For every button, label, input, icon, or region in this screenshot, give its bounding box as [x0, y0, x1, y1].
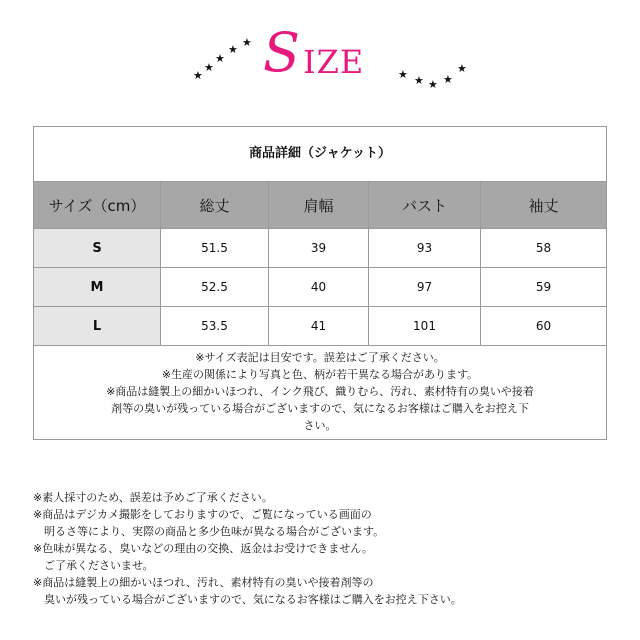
- star-icon: ★: [457, 62, 467, 75]
- table-cell: 93: [369, 229, 481, 268]
- star-icon: ★: [193, 69, 203, 82]
- table-cell: 59: [481, 268, 606, 307]
- disclaimer-line: ご了承くださいませ。: [33, 559, 154, 572]
- star-icon: ★: [414, 74, 424, 87]
- table-cell: 101: [369, 307, 481, 346]
- column-header-bust: バスト: [369, 182, 481, 229]
- note-line: ※生産の関係により写真と色、柄が若干異なる場合があります。: [161, 368, 479, 381]
- table-cell: 41: [269, 307, 369, 346]
- star-icon: ★: [204, 61, 214, 74]
- table-cell: 51.5: [161, 229, 269, 268]
- star-icon: ★: [443, 73, 453, 86]
- disclaimer-line: 臭いが残っている場合がございますので、気になるお客様はご購入をお控え下さい。: [33, 593, 462, 606]
- table-row: [34, 229, 606, 268]
- star-icon: ★: [428, 78, 438, 91]
- disclaimer-line: 明るさ等により、実際の商品と多少色味が異なる場合がございます。: [33, 525, 385, 538]
- table-cell: 39: [269, 229, 369, 268]
- size-label: M: [34, 268, 161, 307]
- table-cell: 52.5: [161, 268, 269, 307]
- note-line: さい。: [303, 419, 337, 432]
- disclaimer-line: ※素人採寸のため、誤差は予めご了承ください。: [33, 491, 273, 504]
- disclaimer-line: ※色味が異なる、臭いなどの理由の交換、返金はお受けできません。: [33, 542, 373, 555]
- note-line: 剤等の臭いが残っている場合がございますので、気になるお客様はご購入をお控え下: [111, 402, 529, 415]
- size-label: S: [34, 229, 161, 268]
- table-caption: 商品詳細（ジャケット）: [34, 127, 606, 182]
- size-label: L: [34, 307, 161, 346]
- table-row: [34, 307, 606, 346]
- table-row: [34, 268, 606, 307]
- note-line: ※サイズ表記は目安です。誤差はご了承ください。: [195, 351, 445, 364]
- note-line: ※商品は縫製上の細かいほつれ、インク飛び、織りむら、汚れ、素材特有の臭いや接着: [106, 385, 534, 398]
- size-title-rest: IZE: [303, 43, 365, 81]
- star-icon: ★: [215, 52, 225, 65]
- star-icon: ★: [228, 43, 238, 56]
- star-icon: ★: [242, 36, 252, 49]
- column-header-shoulder: 肩幅: [269, 182, 369, 229]
- table-cell: 60: [481, 307, 606, 346]
- star-icon: ★: [398, 68, 408, 81]
- disclaimer-line: ※商品はデジカメ撮影をしておりますので、ご覧になっている画面の: [33, 508, 372, 521]
- column-header-sleeve: 袖丈: [481, 182, 606, 229]
- table-cell: 40: [269, 268, 369, 307]
- size-table: [33, 126, 607, 440]
- table-cell: 58: [481, 229, 606, 268]
- column-header-length: 総丈: [161, 182, 269, 229]
- size-header: [0, 22, 640, 92]
- column-header-size: サイズ（cm）: [34, 182, 161, 229]
- table-cell: 97: [369, 268, 481, 307]
- size-title-initial: S: [263, 21, 300, 84]
- disclaimer-notes: [33, 489, 613, 608]
- table-header-row: [34, 182, 606, 229]
- table-notes: [34, 346, 606, 439]
- disclaimer-line: ※商品は縫製上の細かいほつれ、汚れ、素材特有の臭いや接着剤等の: [33, 576, 374, 589]
- table-cell: 53.5: [161, 307, 269, 346]
